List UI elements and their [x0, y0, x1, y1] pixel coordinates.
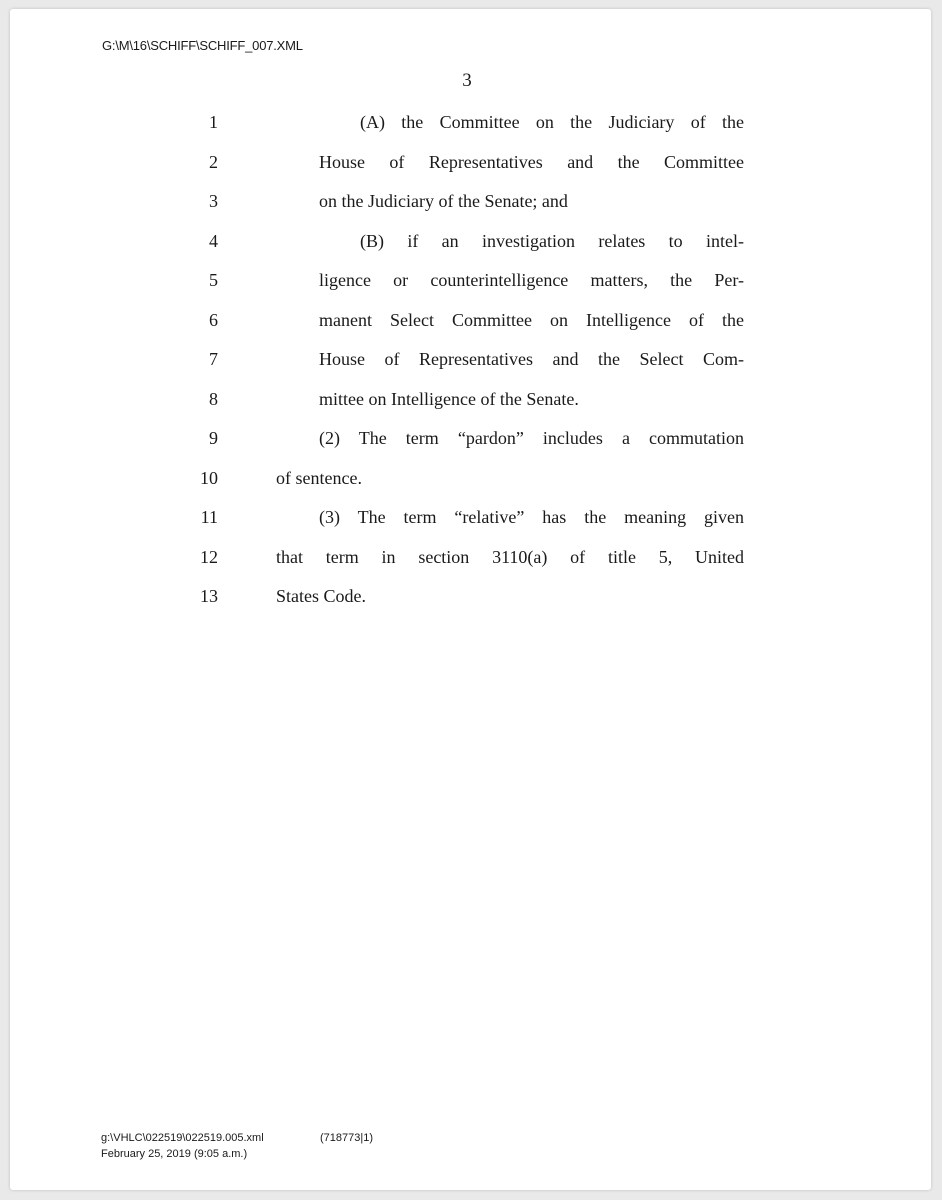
- line-number: 4: [209, 231, 218, 251]
- line-text: (3) The term “relative” has the meaning given: [319, 507, 744, 527]
- line-number: 6: [209, 310, 218, 330]
- line-number: 2: [209, 152, 218, 172]
- page-number: 3: [462, 70, 472, 91]
- footer-date: February 25, 2019 (9:05 a.m.): [101, 1148, 248, 1160]
- bill-line: [0, 543, 942, 571]
- line-text: mittee on Intelligence of the Senate.: [319, 389, 579, 409]
- line-text: House of Representatives and the Select Com-: [319, 349, 744, 369]
- bill-line: [0, 227, 942, 255]
- bill-line: [0, 148, 942, 176]
- line-number: 12: [200, 547, 218, 567]
- line-text: States Code.: [276, 586, 366, 606]
- line-number: 5: [209, 270, 218, 290]
- bill-line: [0, 424, 942, 452]
- line-text: House of Representatives and the Committee: [319, 152, 744, 172]
- bill-line: [0, 582, 942, 610]
- bill-line: [0, 266, 942, 294]
- bill-line: [0, 503, 942, 531]
- line-text: ligence or counterintelligence matters, the Per-: [319, 270, 744, 290]
- bill-line: [0, 385, 942, 413]
- line-number: 8: [209, 389, 218, 409]
- line-text: (2) The term “pardon” includes a commutation: [319, 428, 744, 448]
- line-number: 13: [200, 586, 218, 606]
- line-text: of sentence.: [276, 468, 362, 488]
- footer-code: (718773|1): [320, 1132, 374, 1144]
- bill-line: [0, 108, 942, 136]
- bill-line: [0, 306, 942, 334]
- file-path-header: G:\M\16\SCHIFF\SCHIFF_007.XML: [102, 38, 303, 53]
- line-text: manent Select Committee on Intelligence of the: [319, 310, 744, 330]
- bill-line: [0, 464, 942, 492]
- line-text: that term in section 3110(a) of title 5, United: [276, 547, 744, 567]
- line-text: on the Judiciary of the Senate; and: [319, 191, 568, 211]
- bill-line: [0, 187, 942, 215]
- line-number: 1: [209, 112, 218, 132]
- line-number: 7: [209, 349, 218, 369]
- line-text: (B) if an investigation relates to intel-: [360, 231, 744, 251]
- line-number: 11: [200, 507, 218, 527]
- line-number: 9: [209, 428, 218, 448]
- line-number: 10: [200, 468, 218, 488]
- line-text: (A) the Committee on the Judiciary of the: [360, 112, 744, 132]
- footer-file-path: g:\VHLC\022519\022519.005.xml: [101, 1132, 264, 1144]
- line-number: 3: [209, 191, 218, 211]
- bill-line: [0, 345, 942, 373]
